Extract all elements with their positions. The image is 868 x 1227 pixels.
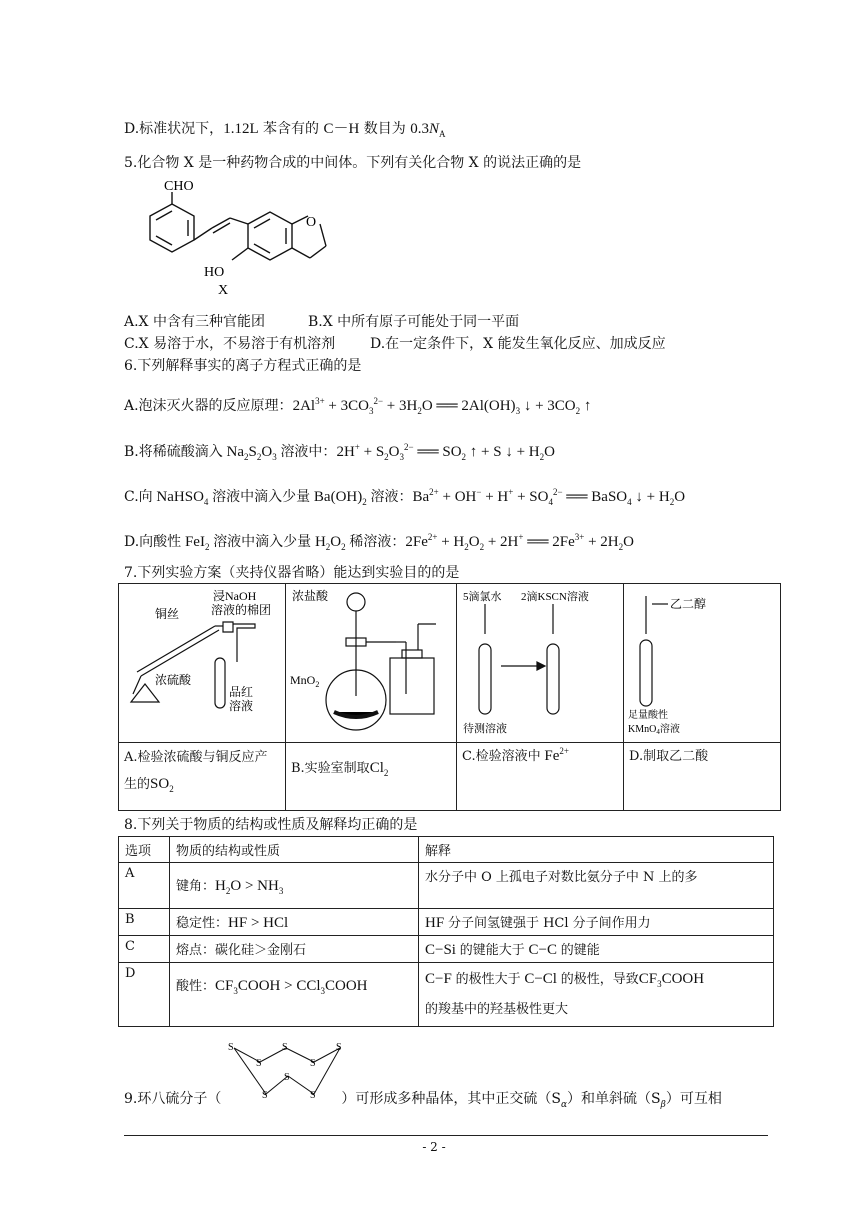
row-b-option: B [119,909,170,936]
q5-option-b: B.X 中所有原子可能处于同一平面 [308,314,520,330]
svg-text:S: S [310,1090,316,1101]
ring-oxygen-label: O [306,215,317,230]
q8-table [118,836,774,1027]
q5-option-a: A.X 中含有三种官能团 [124,314,265,330]
q5-option-c: C.X 易溶于水，不易溶于有机溶剂 [124,336,336,352]
svg-text:5滴氯水: 5滴氯水 [463,591,502,603]
row-c-explanation: C−Si 的键能大于 C−C 的键能 [419,936,774,963]
figure-b-cell [286,584,457,743]
q6-option-d: D.向酸性 FeI$_2$ 溶液中滴入少量 $H_2O_2$ 稀溶液：$2Fe^{2+} + H_2O_2 + 2H^+$ ══ $2Fe^{3+} + 2H_2O$ [124,532,634,552]
q6-stem: 6.下列解释事实的离子方程式正确的是 [124,358,362,374]
cho-label: CHO [164,179,194,194]
svg-text:乙二醇: 乙二醇 [670,597,707,611]
q5-option-d: D.在一定条件下，X 能发生氧化反应、加成反应 [370,336,666,352]
caption-b: B.实验室制取$Cl_2$ [286,743,457,811]
svg-text:铜丝: 铜丝 [155,607,180,621]
row-b-property: 稳定性：HF > HCl [170,909,419,936]
q6-option-a: A.泡沫灭火器的反应原理：$2Al^{3+} + 3CO_3^{2-} + 3H_2O$ ══ $2Al(OH)_3$ ↓ + $3CO_2$ ↑ [124,396,592,416]
svg-text:待测溶液: 待测溶液 [463,723,507,735]
row-a-option: A [119,863,170,909]
footer-divider [124,1135,768,1136]
svg-text:溶液: 溶液 [229,699,254,713]
svg-text:溶液的棉团: 溶液的棉团 [211,603,272,617]
q5-stem: 5.化合物 X 是一种药物合成的中间体。下列有关化合物 X 的说法正确的是 [124,155,582,171]
q6-option-c: C.向 NaHSO$_4$ 溶液中滴入少量 $Ba(OH)_2$ 溶液：$Ba^{2+} + OH^- + H^+ + SO_4^{2-}$ ══ BaSO$_4$ ↓ + $H_2O$ [124,487,686,507]
svg-text:S: S [282,1042,288,1053]
q7-experiment-table [118,583,781,811]
page-number: - 2 - [422,1140,446,1154]
header-explanation: 解释 [419,837,774,863]
figure-b-apparatus [286,584,456,738]
svg-text:KMnO4溶液: KMnO$_4$溶液 [628,724,680,736]
q9-stem: 9.环八硫分子（ ）可形成多种晶体，其中正交硫$(S_\alpha)$和单斜硫$(S_\beta)$可互相 [124,1091,722,1110]
compound-x-label: X [218,283,229,298]
svg-text:浸NaOH: 浸NaOH [213,589,257,603]
q8-stem: 8.下列关于物质的结构或性质及解释均正确的是 [124,817,418,833]
svg-text:足量酸性: 足量酸性 [628,710,668,721]
svg-text:MnO2: MnO$_2$ [290,673,320,689]
svg-text:S: S [228,1042,234,1053]
row-d-property: 酸性：$CF_3COOH$ > CCl$_3$COOH [170,963,419,1027]
row-a-explanation: 水分子中 O 上孤电子对数比氨分子中 N 上的多 [419,863,774,909]
caption-c: C.检验溶液中 $Fe^{2+}$ [457,743,624,811]
svg-text:S: S [336,1042,342,1053]
caption-a: A.检验浓硫酸与铜反应产生的$SO_2$ [119,743,286,811]
row-c-option: C [119,936,170,963]
header-option: 选项 [119,837,170,863]
svg-text:2滴KSCN溶液: 2滴KSCN溶液 [521,591,589,603]
row-d-explanation: C−F 的极性大于 C−Cl 的极性，导致$CF_3COOH$ 的羧基中的羟基极性更大 [419,963,774,1027]
figure-a-cell [119,584,286,743]
svg-text:S: S [256,1058,262,1069]
header-property: 物质的结构或性质 [170,837,419,863]
q4-option-d: D.标准状况下，1.12L 苯含有的 C－H 数目为 $0.3N_A$ [124,121,446,139]
svg-text:浓硫酸: 浓硫酸 [155,673,192,687]
row-b-explanation: HF 分子间氢键强于 HCl 分子间作用力 [419,909,774,936]
figure-d-cell [624,584,781,743]
caption-d: D.制取乙二酸 [624,743,781,811]
ho-label: HO [204,265,225,280]
figure-c-cell [457,584,624,743]
row-c-property: 熔点：碳化硅＞金刚石 [170,936,419,963]
figure-d-apparatus [624,584,780,738]
svg-text:S: S [284,1072,290,1083]
svg-text:品红: 品红 [229,685,254,699]
figure-c-apparatus [457,584,623,738]
q7-stem: 7.下列实验方案（夹持仪器省略）能达到实验目的的是 [124,565,460,581]
svg-text:S: S [262,1090,268,1101]
figure-a-apparatus [119,584,285,738]
compound-x-structure [120,176,350,301]
q6-option-b: B.将稀硫酸滴入 $Na_2S_2O_3$ 溶液中：$2H^+ + S_2O_3^{2-}$ ══ $SO_2$ ↑ + S ↓ + $H_2O$ [124,442,555,462]
row-d-option: D [119,963,170,1027]
row-a-property: 键角：$H_2O > NH_3$ [170,863,419,909]
svg-text:S: S [310,1058,316,1069]
svg-text:浓盐酸: 浓盐酸 [292,589,329,603]
